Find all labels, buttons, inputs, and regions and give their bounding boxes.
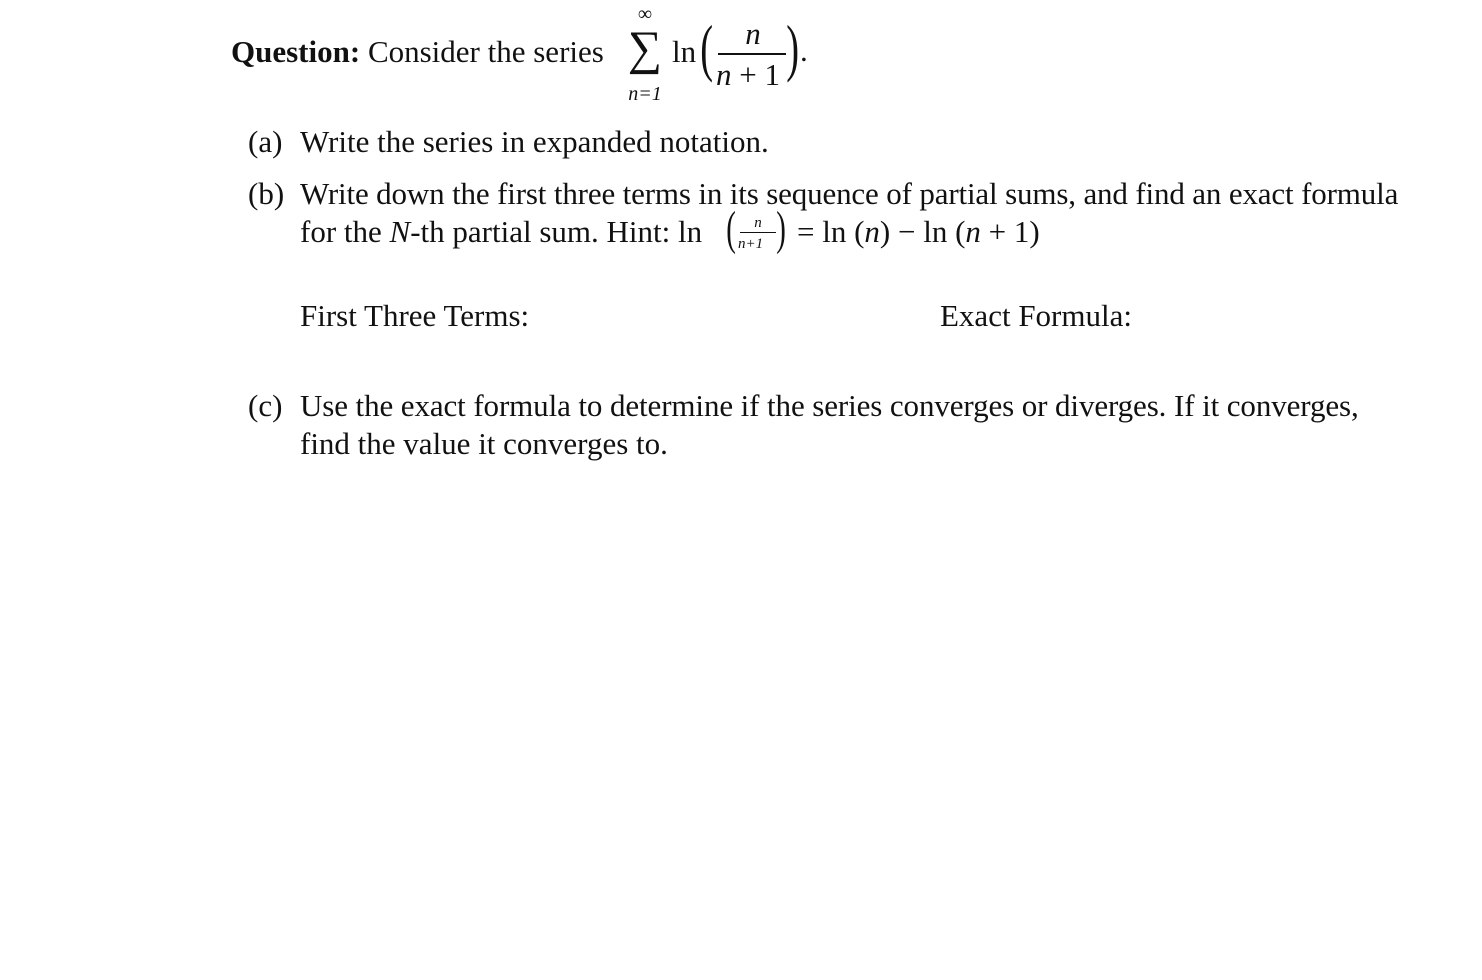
hint-fraction-bar bbox=[740, 232, 776, 233]
fraction-denominator: n + 1 bbox=[716, 57, 780, 92]
exact-formula-heading: Exact Formula: bbox=[940, 298, 1132, 333]
var-n: n bbox=[864, 214, 880, 249]
hint-right-paren: ) bbox=[776, 202, 786, 255]
ln-function: ln bbox=[672, 34, 697, 69]
hint-numerator: n bbox=[754, 215, 762, 231]
hint-left-paren: ( bbox=[726, 202, 736, 255]
part-c-line1: Use the exact formula to determine if the series converges or diverges. If it converges, bbox=[300, 388, 1359, 423]
text: for the bbox=[300, 214, 390, 249]
part-b-label: (b) bbox=[248, 176, 285, 211]
part-c-label: (c) bbox=[248, 388, 283, 423]
question-intro-text: Consider the series bbox=[367, 34, 604, 69]
question-intro bbox=[231, 33, 604, 71]
hint-denominator: n+1 bbox=[738, 236, 764, 252]
text: + 1) bbox=[980, 214, 1040, 249]
first-three-terms-heading: First Three Terms: bbox=[300, 298, 530, 333]
sum-upper-limit: ∞ bbox=[637, 3, 653, 25]
text: ) − ln ( bbox=[879, 214, 966, 249]
right-paren: ) bbox=[786, 12, 800, 83]
left-paren: ( bbox=[700, 12, 714, 83]
fraction-bar bbox=[718, 53, 786, 55]
var-N: N bbox=[389, 214, 411, 249]
hint-rhs bbox=[797, 213, 1040, 251]
part-b-line2 bbox=[300, 213, 702, 251]
period: . bbox=[800, 33, 808, 68]
sigma-symbol: ∑ bbox=[627, 22, 663, 75]
text: = ln ( bbox=[797, 214, 865, 249]
part-a-text: Write the series in expanded notation. bbox=[300, 124, 769, 159]
sum-lower-limit: n=1 bbox=[628, 83, 662, 105]
fraction-numerator: n bbox=[745, 16, 761, 51]
part-c-line2: find the value it converges to. bbox=[300, 426, 668, 461]
text: -th partial sum. Hint: ln bbox=[410, 214, 703, 249]
part-b-line1: Write down the first three terms in its sequence of partial sums, and find an exact formula bbox=[300, 176, 1399, 211]
var-n: n bbox=[965, 214, 981, 249]
question-label: Question: bbox=[231, 34, 361, 69]
part-a-label: (a) bbox=[248, 124, 283, 159]
